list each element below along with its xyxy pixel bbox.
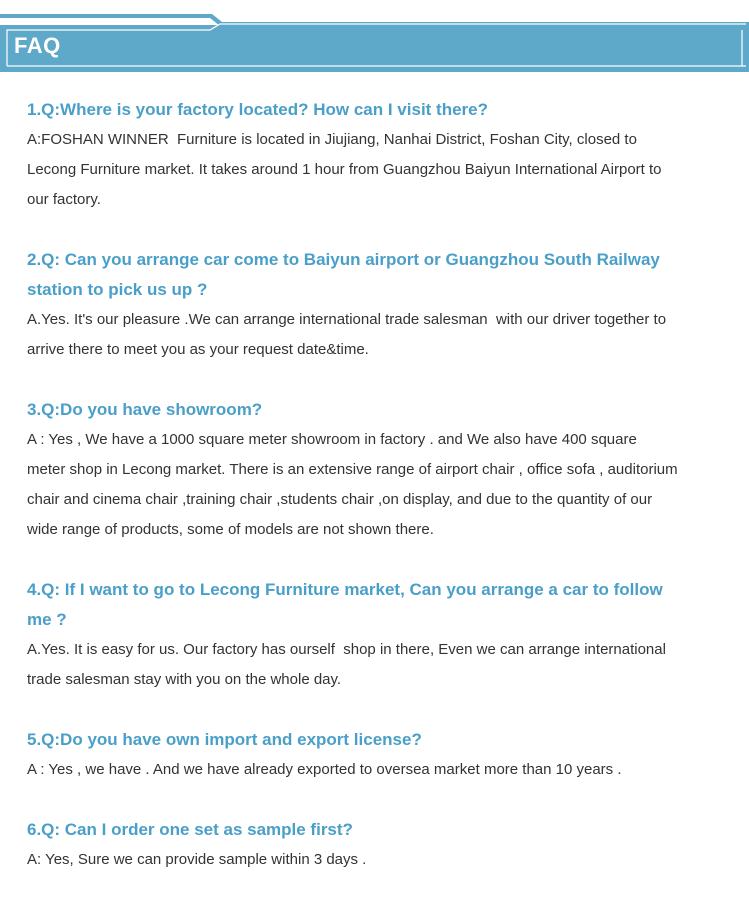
faq-header-graphic [0, 0, 749, 75]
answer-line: chair and cinema chair ,training chair ,students chair ,on display, and due to the quantity of our [27, 491, 653, 508]
faq-answer [27, 755, 727, 785]
faq-question [27, 575, 727, 635]
question-line: 4.Q: If I want to go to Lecong Furniture market, Can you arrange a car to follow [27, 580, 663, 599]
faq-item [27, 815, 727, 875]
faq-question [27, 95, 727, 125]
faq-item [27, 575, 727, 695]
faq-item [27, 395, 727, 545]
question-line: station to pick us up ? [27, 280, 208, 299]
question-line: 5.Q:Do you have own import and export license? [27, 730, 422, 749]
answer-line: A:FOSHAN WINNER Furniture is located in Jiujiang, Nanhai District, Foshan City, closed to [27, 131, 637, 148]
faq-list [27, 95, 727, 905]
answer-line: Lecong Furniture market. It takes around 1 hour from Guangzhou Baiyun International Airport to [27, 161, 662, 178]
answer-line: A : Yes , We have a 1000 square meter showroom in factory . and We also have 400 square [27, 431, 637, 448]
faq-answer [27, 305, 727, 365]
faq-item [27, 725, 727, 785]
faq-answer [27, 125, 727, 215]
faq-answer [27, 635, 727, 695]
question-line: 2.Q: Can you arrange car come to Baiyun airport or Guangzhou South Railway [27, 250, 660, 269]
question-line: 6.Q: Can I order one set as sample first? [27, 820, 353, 839]
faq-header-banner [0, 0, 749, 75]
answer-line: trade salesman stay with you on the whole day. [27, 671, 342, 688]
faq-item [27, 245, 727, 365]
answer-line: arrive there to meet you as your request date&time. [27, 341, 369, 358]
faq-question [27, 395, 727, 425]
faq-question [27, 725, 727, 755]
answer-line: A: Yes, Sure we can provide sample within 3 days . [27, 851, 367, 868]
answer-line: our factory. [27, 191, 101, 208]
faq-question [27, 245, 727, 305]
answer-line: A.Yes. It's our pleasure .We can arrange international trade salesman with our driver together to [27, 311, 667, 328]
answer-line: meter shop in Lecong market. There is an extensive range of airport chair , office sofa , auditorium [27, 461, 678, 478]
faq-answer [27, 425, 727, 545]
faq-question [27, 815, 727, 845]
question-line: 3.Q:Do you have showroom? [27, 400, 263, 419]
faq-answer [27, 845, 727, 875]
answer-line: A : Yes , we have . And we have already exported to oversea market more than 10 years . [27, 761, 622, 778]
question-line: me ? [27, 610, 67, 629]
answer-line: A.Yes. It is easy for us. Our factory has ourself shop in there, Even we can arrange international [27, 641, 666, 658]
faq-item [27, 95, 727, 215]
answer-line: wide range of products, some of models are not shown there. [27, 521, 434, 538]
page-title: FAQ [14, 33, 61, 58]
question-line: 1.Q:Where is your factory located? How can I visit there? [27, 100, 489, 119]
